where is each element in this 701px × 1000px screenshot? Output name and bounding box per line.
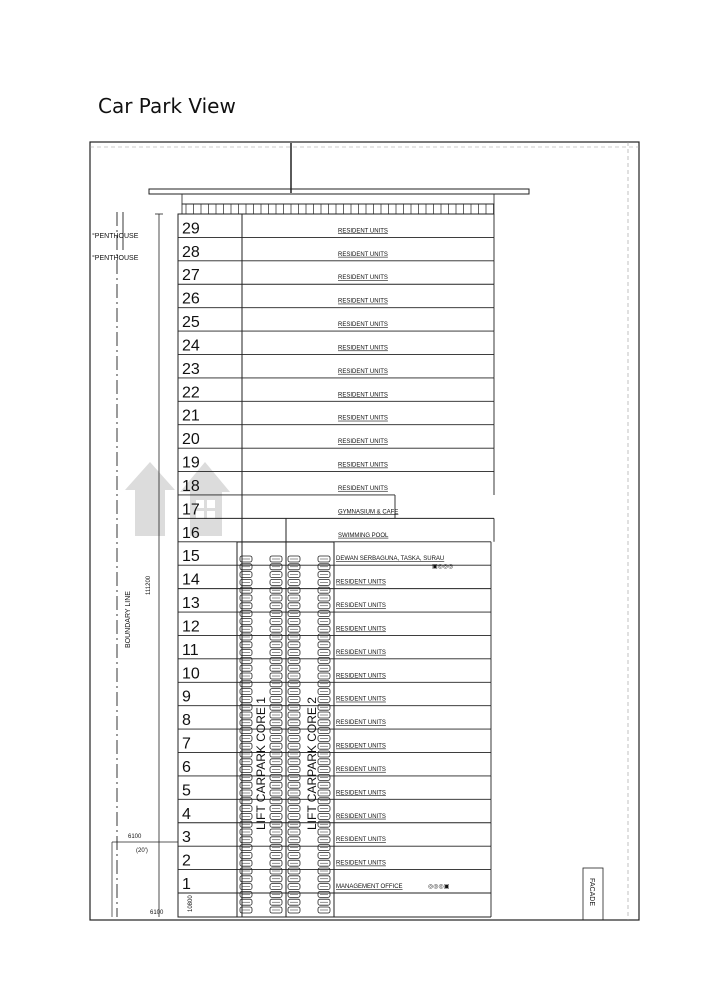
floor-number-27: 27	[182, 267, 200, 285]
floor-label-21: RESIDENT UNITS	[338, 415, 388, 422]
floor-number-9: 9	[182, 688, 191, 706]
floor-label-16: SWIMMING POOL	[338, 532, 389, 539]
roof-slab	[149, 189, 529, 194]
floor-label-17: GYMNASIUM & CAFE	[338, 509, 399, 516]
floor-number-8: 8	[182, 712, 191, 730]
height-dimension: 111200	[146, 575, 152, 595]
floor-number-21: 21	[182, 407, 200, 425]
drawing-frame	[90, 142, 639, 920]
floor-number-22: 22	[182, 384, 200, 402]
floor-label-19: RESIDENT UNITS	[338, 462, 388, 469]
floor-label-11: RESIDENT UNITS	[336, 649, 386, 656]
floor-label-22: RESIDENT UNITS	[338, 392, 388, 399]
roof-louvres	[182, 204, 494, 214]
floor-label-1: MANAGEMENT OFFICE	[336, 884, 403, 890]
floor-number-3: 3	[182, 829, 191, 847]
floor-number-14: 14	[182, 571, 200, 589]
floor-label-3: RESIDENT UNITS	[336, 837, 386, 844]
floor-number-17: 17	[182, 501, 200, 519]
floor-number-7: 7	[182, 735, 191, 753]
floor-number-20: 20	[182, 431, 200, 449]
floor-label-7: RESIDENT UNITS	[336, 743, 386, 750]
setback-dimension: 6100	[128, 834, 142, 840]
floor-label-13: RESIDENT UNITS	[336, 603, 386, 610]
floor-number-11: 11	[182, 641, 199, 659]
floor-label-10: RESIDENT UNITS	[336, 673, 386, 680]
floor-label-25: RESIDENT UNITS	[338, 322, 388, 329]
floor-number-29: 29	[182, 220, 200, 238]
floor-number-19: 19	[182, 454, 200, 472]
floor-label-5: RESIDENT UNITS	[336, 790, 386, 797]
floor-label-9: RESIDENT UNITS	[336, 696, 386, 703]
boundary-line-label: BOUNDARY LINE	[125, 591, 132, 648]
floor-number-25: 25	[182, 314, 200, 332]
floor-number-1: 1	[182, 876, 191, 893]
roof-parapet	[182, 194, 494, 204]
bottom-dimension: 6100	[150, 910, 164, 916]
floor-number-2: 2	[182, 852, 191, 870]
floor-label-28: RESIDENT UNITS	[338, 251, 388, 258]
floor-number-12: 12	[182, 618, 200, 636]
prayer-room-icon: ▣◎◎◎	[432, 564, 454, 570]
lift-core-2-label: LIFT CARPARK CORE 2	[305, 697, 319, 830]
floor-number-23: 23	[182, 360, 200, 378]
floor-number-6: 6	[182, 758, 191, 776]
floor-label-2: RESIDENT UNITS	[336, 860, 386, 867]
floor-number-24: 24	[182, 337, 200, 355]
floor-label-12: RESIDENT UNITS	[336, 626, 386, 633]
floor-label-8: RESIDENT UNITS	[336, 720, 386, 727]
floor-number-4: 4	[182, 805, 191, 823]
floor-label-20: RESIDENT UNITS	[338, 439, 388, 446]
floor-label-24: RESIDENT UNITS	[338, 345, 388, 352]
floor-number-5: 5	[182, 782, 191, 800]
floor-label-26: RESIDENT UNITS	[338, 298, 388, 305]
ground-dimension: 10800	[188, 895, 194, 912]
floor-label-29: RESIDENT UNITS	[338, 228, 388, 235]
floor-label-23: RESIDENT UNITS	[338, 368, 388, 375]
floor-number-10: 10	[182, 665, 200, 683]
floor-number-13: 13	[182, 595, 200, 613]
page-title: Car Park View	[98, 94, 236, 118]
floor-number-26: 26	[182, 290, 200, 308]
floor-label-27: RESIDENT UNITS	[338, 275, 388, 282]
floor-label-6: RESIDENT UNITS	[336, 766, 386, 773]
penthouse-label-1: °PENTHOUSE	[92, 233, 139, 240]
floor-number-15: 15	[182, 548, 200, 566]
floor-label-18: RESIDENT UNITS	[338, 485, 388, 492]
floor-label-4: RESIDENT UNITS	[336, 813, 386, 820]
lift-core-1-label: LIFT CARPARK CORE 1	[254, 697, 268, 830]
setback-sub: (20')	[136, 848, 148, 854]
floor-number-28: 28	[182, 243, 200, 261]
penthouse-label-2: °PENTHOUSE	[92, 255, 139, 262]
facade-label: FACADE	[588, 878, 595, 907]
floor-number-18: 18	[182, 477, 200, 495]
floor-label-14: RESIDENT UNITS	[336, 579, 386, 586]
office-icon: ◎◎◎▣	[428, 884, 450, 890]
floor-number-16: 16	[182, 524, 200, 542]
floor-label-15: DEWAN SERBAGUNA, TASKA, SURAU	[336, 556, 445, 563]
